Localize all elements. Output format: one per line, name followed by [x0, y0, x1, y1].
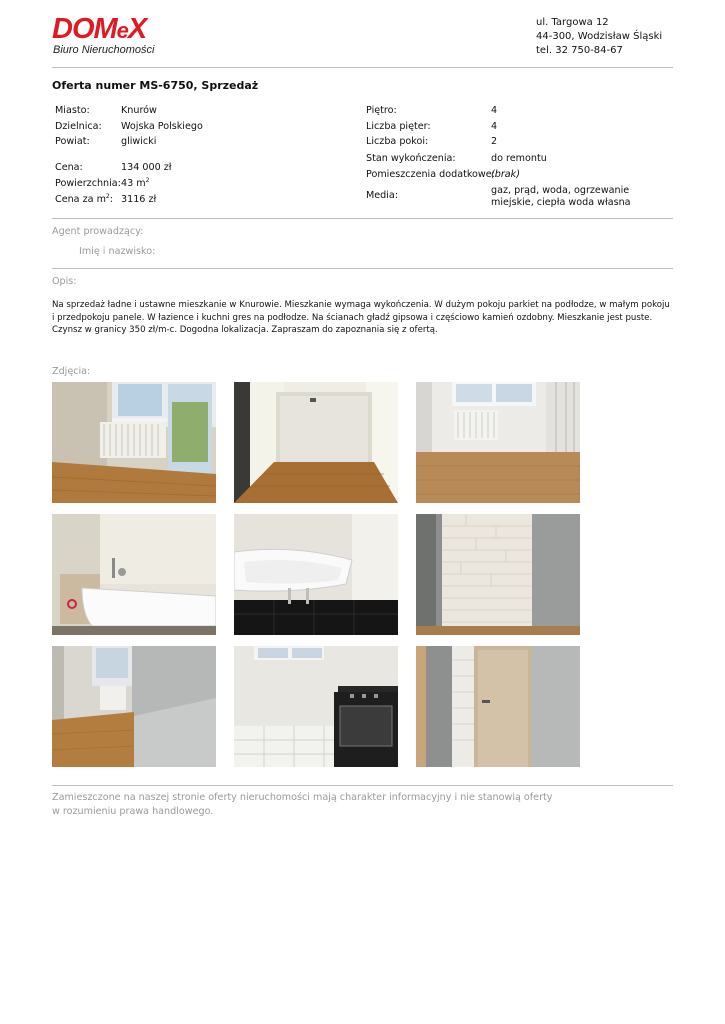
county-value: gliwicki — [121, 136, 157, 147]
agent-name-label: Imię i nazwisko: — [79, 246, 156, 257]
photo-room-panels[interactable] — [416, 382, 580, 503]
logo-subtitle: Biuro Nieruchomości — [53, 44, 155, 56]
photo-bathroom-tub[interactable] — [52, 514, 216, 635]
offer-title: Oferta numer MS-6750, Sprzedaż — [52, 79, 259, 92]
utilities-label: Media: — [366, 190, 399, 201]
photo-bathtub-black-tiles[interactable] — [234, 514, 398, 635]
district-value: Wojska Polskiego — [121, 121, 203, 132]
rooms-label: Liczba pokoi: — [366, 136, 429, 147]
photo-entrance-door[interactable] — [416, 646, 580, 767]
photo-decorative-stone-wall[interactable] — [416, 514, 580, 635]
footer-divider — [52, 785, 673, 786]
area-label: Powierzchnia: — [55, 178, 121, 189]
agency-address — [536, 16, 662, 58]
district-label: Dzielnica: — [55, 121, 102, 132]
description-label: Opis: — [52, 276, 77, 287]
city-value: Knurów — [121, 105, 157, 116]
condition-label: Stan wykończenia: — [366, 153, 456, 164]
extra-rooms-label: Pomieszczenia dodatkowe: — [366, 169, 495, 180]
condition-value: do remontu — [491, 153, 547, 164]
details-divider — [52, 218, 673, 219]
rooms-value: 2 — [491, 136, 498, 147]
agent-label: Agent prowadzący: — [52, 226, 144, 237]
floor-value: 4 — [491, 105, 498, 116]
price-per-m2-value: 3116 zł — [121, 194, 157, 205]
address-street: ul. Targowa 12 — [536, 17, 609, 28]
logo-wordmark: DOMeX — [52, 13, 147, 45]
agent-divider — [52, 268, 673, 269]
photo-alcove-parquet[interactable] — [234, 382, 398, 503]
photos-label: Zdjęcia: — [52, 366, 91, 377]
city-label: Miasto: — [55, 105, 90, 116]
floors-count-label: Liczba pięter: — [366, 121, 431, 132]
extra-rooms-value: (brak) — [491, 169, 520, 180]
header-divider — [52, 67, 673, 68]
photo-kitchen-stove[interactable] — [234, 646, 398, 767]
disclaimer-line-2: w rozumieniu prawa handlowego. — [52, 805, 214, 817]
utilities-value: gaz, prąd, woda, ogrzewanie miejskie, ciepła woda własna — [491, 185, 631, 208]
photo-hallway-view[interactable] — [52, 646, 216, 767]
area-value: 43 $m^2$ — [121, 176, 150, 189]
logo — [52, 14, 252, 58]
floors-count-value: 4 — [491, 121, 498, 132]
description-text: Na sprzedaż ładne i ustawne mieszkanie w Knurowie. Mieszkanie wymaga wykończenia. W dużym pokoju parkiet na podłodze, w małym pokoju i przedpokoju panele. W łazience i kuchni gres na podłodze. Na ścianach gładź gipsowa i częściowo kamień ozdobny. Mieszkanie jest puste. Czynsz w granicy 350 zł/m-c. Dogodna lokalizacja. Zapraszam do zapoznania się z ofertą. — [52, 300, 670, 335]
price-value: 134 000 zł — [121, 162, 172, 173]
price-label: Cena: — [55, 162, 83, 173]
price-per-m2-label: Cena za $m^2$: — [55, 192, 113, 205]
photo-room-window-radiator[interactable] — [52, 382, 216, 503]
floor-label: Piętro: — [366, 105, 397, 116]
address-phone: tel. 32 750-84-67 — [536, 45, 623, 56]
address-city: 44-300, Wodzisław Śląski — [536, 31, 663, 42]
disclaimer-line-1: Zamieszczone na naszej stronie oferty nieruchomości mają charakter informacyjny i nie stanowią oferty — [52, 792, 553, 803]
county-label: Powiat: — [55, 136, 90, 147]
disclaimer — [52, 791, 612, 818]
